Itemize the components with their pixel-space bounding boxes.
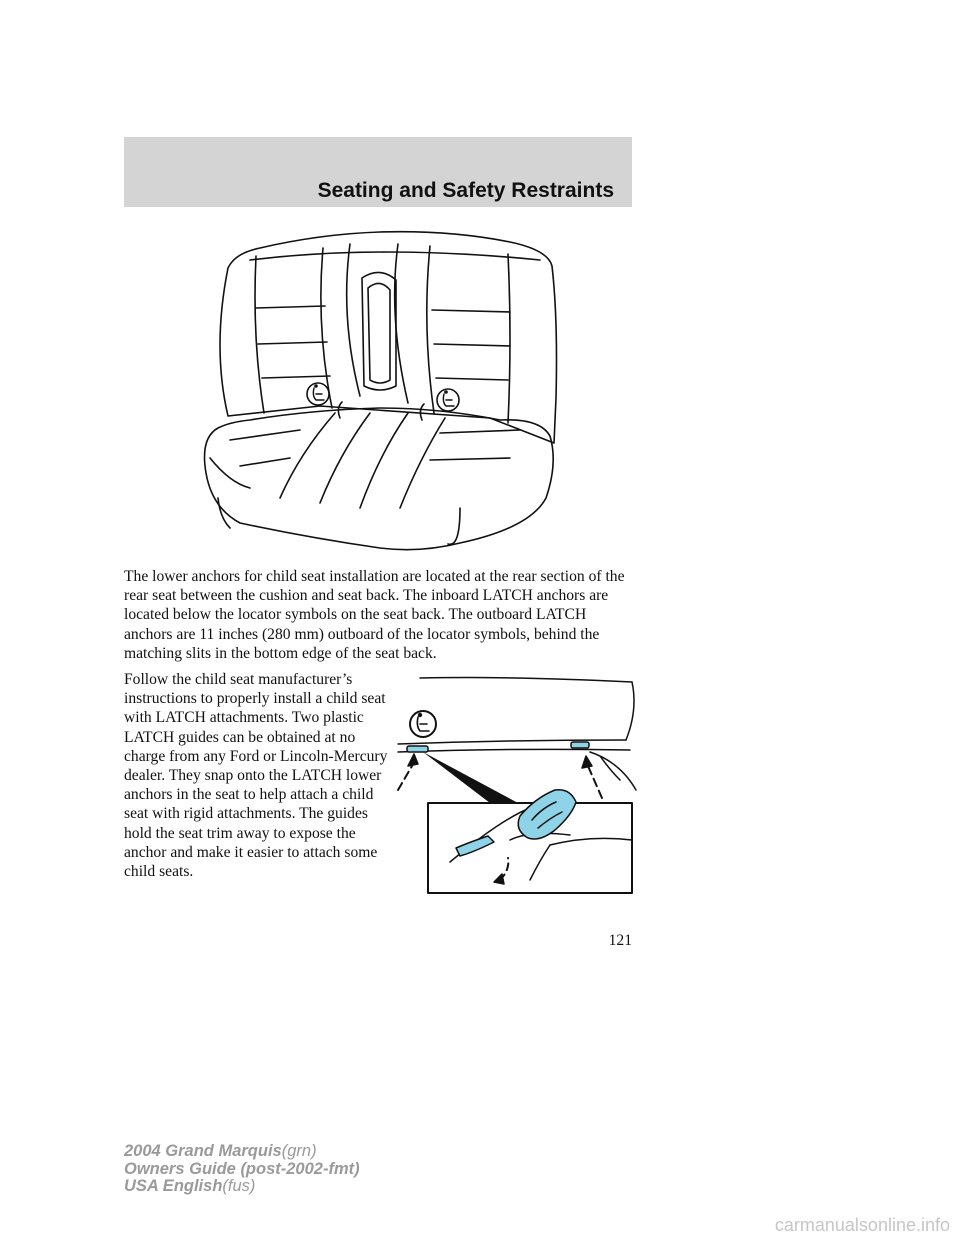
watermark: carmanualsonline.info — [774, 1215, 950, 1235]
paragraph-lower-anchors: The lower anchors for child seat installation are located at the rear section of the rear seat between the cushion and seat back. The inboard LATCH anchors are located below the locator symbols on the seat back. The outboard LATCH anchors are 11 inches (280 mm) outboard of the locator symbols, behind the matching slits in the bottom edge of the seat back. — [124, 568, 625, 662]
rear-seat-illustration — [190, 208, 570, 558]
latch-guide-illustration — [390, 670, 640, 900]
footer-line-guide: Owners Guide (post-2002-fmt) — [124, 1159, 360, 1178]
footer-line-model: 2004 Grand Marquis(grn) — [124, 1142, 317, 1160]
footer-line-language: USA English(fus) — [124, 1177, 256, 1195]
child-seat-locator-icon — [307, 383, 329, 405]
section-title: Seating and Safety Restraints — [317, 179, 614, 202]
child-seat-locator-icon — [410, 711, 436, 737]
paragraph-latch-guides: Follow the child seat manufacturer’s instructions to properly install a child seat with LATCH attachments. Two plastic LATCH guides can be obtained at no charge from any Ford or Lincoln-Mercury dealer. They snap onto the LATCH lower anchors in the seat to help attach a child seat with rigid attachments. The guides hold the seat trim away to expose the anchor and make it easier to attach some child seats. — [124, 671, 388, 881]
header-band — [124, 137, 632, 207]
page-number: 121 — [608, 932, 632, 949]
child-seat-locator-icon — [437, 389, 459, 411]
footer — [124, 1143, 360, 1196]
